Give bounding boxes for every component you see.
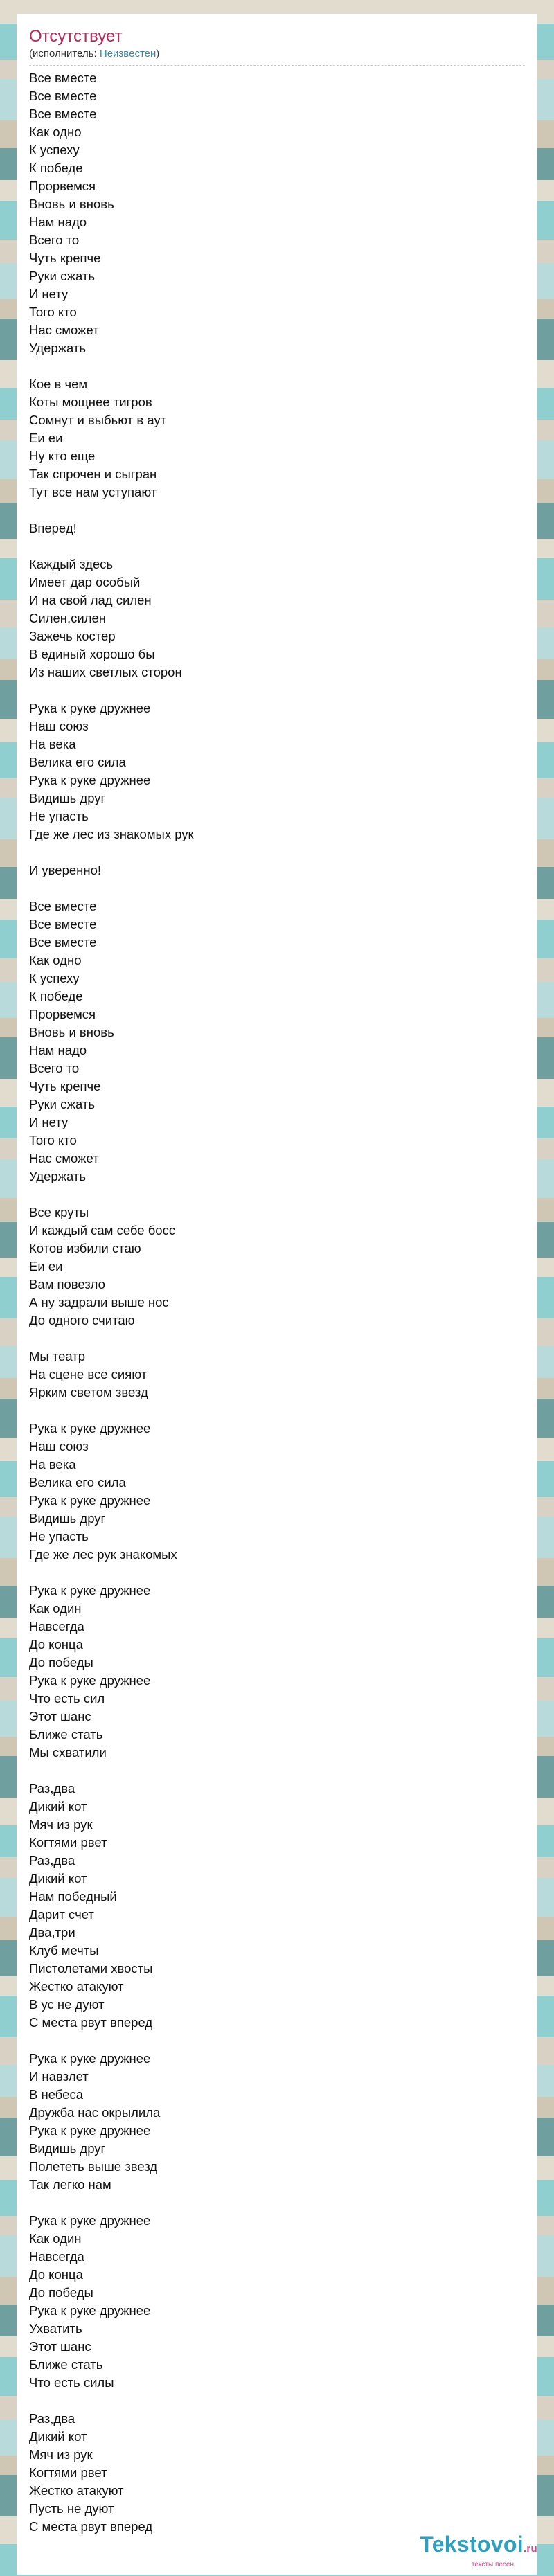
lyric-line: Имеет дар особый <box>29 575 141 589</box>
lyric-line: Жестко атакуют <box>29 1979 124 1994</box>
lyric-line: Рука к руке дружнее <box>29 2303 151 2318</box>
lyric-line: К победе <box>29 161 83 175</box>
lyric-line: Чуть крепче <box>29 251 101 265</box>
lyric-line: Полететь выше звезд <box>29 2159 158 2174</box>
lyric-line: И нету <box>29 1115 69 1129</box>
lyric-line: Прорвемся <box>29 1007 96 1021</box>
lyric-line <box>29 2194 525 2212</box>
lyric-line <box>29 2032 525 2050</box>
lyric-line: С места рвут вперед <box>29 2519 153 2534</box>
lyric-line: Этот шанс <box>29 2339 91 2354</box>
lyric-line: И нету <box>29 287 69 301</box>
lyric-line: Рука к руке дружнее <box>29 773 151 787</box>
lyric-line: Два,три <box>29 1925 75 1940</box>
lyric-line: Руки сжать <box>29 1097 95 1111</box>
lyric-line: Каждый здесь <box>29 557 114 571</box>
lyric-line <box>29 537 525 555</box>
lyric-line: К успеху <box>29 143 80 157</box>
lyric-line <box>29 1330 525 1348</box>
lyric-line: Ухватить <box>29 2321 82 2336</box>
lyric-line: Видишь друг <box>29 791 106 805</box>
lyric-line: Велика его сила <box>29 1475 126 1490</box>
lyric-line: Что есть сил <box>29 1691 105 1706</box>
lyric-line: Как один <box>29 2231 82 2246</box>
lyric-line: В небеса <box>29 2087 83 2102</box>
lyric-line: Дикий кот <box>29 1871 87 1886</box>
lyric-line: Нам победный <box>29 1889 117 1904</box>
lyric-line: На века <box>29 737 76 751</box>
lyric-line: Рука к руке дружнее <box>29 2213 151 2228</box>
lyric-line: Велика его сила <box>29 755 126 769</box>
lyric-line: Удержать <box>29 1169 87 1183</box>
divider <box>29 65 525 66</box>
lyric-line: Того кто <box>29 305 77 319</box>
lyric-line: Видишь друг <box>29 1511 106 1526</box>
lyric-line: Чуть крепче <box>29 1079 101 1093</box>
lyric-line: До конца <box>29 2267 83 2282</box>
lyric-line <box>29 1762 525 1780</box>
lyric-line: К победе <box>29 989 83 1003</box>
lyric-line: Рука к руке дружнее <box>29 2051 151 2066</box>
lyric-line: До конца <box>29 1637 83 1652</box>
lyric-line: Кое в чем <box>29 377 88 391</box>
lyric-line: Вновь и вновь <box>29 197 114 211</box>
lyric-line: Руки сжать <box>29 269 95 283</box>
lyric-line: Пистолетами хвосты <box>29 1961 153 1976</box>
lyric-line: Ближе стать <box>29 1727 103 1742</box>
lyric-line: Мяч из рук <box>29 1817 93 1832</box>
lyric-line: Рука к руке дружнее <box>29 1493 151 1508</box>
lyric-line: На сцене все сияют <box>29 1367 148 1381</box>
lyric-line: В единый хорошо бы <box>29 647 155 661</box>
lyric-line: Рука к руке дружнее <box>29 1583 151 1598</box>
lyric-line: Навсегда <box>29 1619 84 1634</box>
lyric-line: Раз,два <box>29 2411 75 2426</box>
lyric-line: Все вместе <box>29 899 97 913</box>
lyric-line: Дикий кот <box>29 1799 87 1814</box>
lyric-line: Вновь и вновь <box>29 1025 114 1039</box>
lyric-line: Что есть силы <box>29 2375 114 2390</box>
lyric-line: Мы схватили <box>29 1745 107 1760</box>
lyric-line: Не упасть <box>29 1529 89 1544</box>
lyric-line: Наш союз <box>29 1439 89 1454</box>
lyric-line: На века <box>29 1457 76 1472</box>
lyric-line: Видишь друг <box>29 2141 106 2156</box>
lyric-line: Нас сможет <box>29 1151 99 1165</box>
lyric-line: Когтями рвет <box>29 1835 107 1850</box>
logo-tld: .ru <box>523 2543 537 2555</box>
lyric-line: Мы театр <box>29 1349 86 1363</box>
lyric-line <box>29 357 525 375</box>
lyric-line: Жестко атакуют <box>29 2483 124 2498</box>
lyric-line: До победы <box>29 1655 93 1670</box>
lyric-line: Раз,два <box>29 1781 75 1796</box>
lyric-line <box>29 1564 525 1582</box>
lyric-line: Сомнут и выбьют в аут <box>29 413 167 427</box>
lyric-line: Как один <box>29 1601 82 1616</box>
lyric-line: И уверенно! <box>29 863 102 877</box>
lyric-line: Удержать <box>29 341 87 355</box>
artist-line <box>29 47 525 61</box>
lyric-line: Все вместе <box>29 71 97 85</box>
artist-prefix: (исполнитель: <box>29 48 100 60</box>
lyric-line: Ближе стать <box>29 2357 103 2372</box>
lyric-line: Нам надо <box>29 215 87 229</box>
lyric-line: Дружба нас окрылила <box>29 2105 161 2120</box>
lyric-line: Все круты <box>29 1205 89 1219</box>
logo-name: Tekstovoi <box>420 2532 524 2557</box>
lyric-line: Коты мощнее тигров <box>29 395 152 409</box>
lyric-line: Пусть не дуют <box>29 2501 114 2516</box>
lyric-line: Дикий кот <box>29 2429 87 2444</box>
lyric-line: Нам надо <box>29 1043 87 1057</box>
lyric-line: Вперед! <box>29 521 77 535</box>
lyric-line: Из наших светлых сторон <box>29 665 182 679</box>
lyric-line: Тут все нам уступают <box>29 485 157 499</box>
lyric-line: До одного считаю <box>29 1313 135 1327</box>
lyric-line: Вам повезло <box>29 1277 105 1291</box>
lyric-line: Клуб мечты <box>29 1943 99 1958</box>
lyric-line: И каждый сам себе босс <box>29 1223 176 1237</box>
lyric-line: Все вместе <box>29 917 97 931</box>
lyric-line: Все вместе <box>29 89 97 103</box>
lyric-line: И навзлет <box>29 2069 89 2084</box>
lyric-line <box>29 2392 525 2410</box>
lyric-line: Рука к руке дружнее <box>29 701 151 715</box>
lyric-line: Все вместе <box>29 107 97 121</box>
lyric-line: Всего то <box>29 1061 80 1075</box>
lyric-line: Наш союз <box>29 719 89 733</box>
lyric-line: Как одно <box>29 953 82 967</box>
lyric-line: Котов избили стаю <box>29 1241 141 1255</box>
lyric-line: А ну задрали выше нос <box>29 1295 169 1309</box>
lyric-line <box>29 501 525 519</box>
lyric-line <box>29 843 525 861</box>
lyric-line: С места рвут вперед <box>29 2015 153 2030</box>
lyric-line: Рука к руке дружнее <box>29 2123 151 2138</box>
logo-wordmark <box>420 2532 537 2561</box>
lyric-line <box>29 681 525 699</box>
lyric-line: Ярким светом звезд <box>29 1385 148 1399</box>
lyric-line: Рука к руке дружнее <box>29 1673 151 1688</box>
logo-tagline: тексты песен <box>471 2561 514 2568</box>
song-title: Отсутствует <box>29 27 123 46</box>
lyric-line: Где же лес рук знакомых <box>29 1547 177 1562</box>
lyric-line: Где же лес из знакомых рук <box>29 827 194 841</box>
lyrics-text <box>29 69 525 2536</box>
lyric-line: Еи еи <box>29 431 63 445</box>
lyric-line: Этот шанс <box>29 1709 91 1724</box>
lyric-line: И на свой лад силен <box>29 593 152 607</box>
lyric-line: Дарит счет <box>29 1907 94 1922</box>
lyric-line: Ну кто еще <box>29 449 96 463</box>
artist-suffix: ) <box>156 48 160 60</box>
lyric-line: Всего то <box>29 233 80 247</box>
lyric-line: Прорвемся <box>29 179 96 193</box>
lyric-line: Как одно <box>29 125 82 139</box>
lyric-line: До победы <box>29 2285 93 2300</box>
lyric-line: Все вместе <box>29 935 97 949</box>
lyrics-card <box>17 14 537 2575</box>
lyric-line: Когтями рвет <box>29 2465 107 2480</box>
lyric-line: Так легко нам <box>29 2177 111 2192</box>
lyric-line: Мяч из рук <box>29 2447 93 2462</box>
lyric-line: Того кто <box>29 1133 77 1147</box>
lyric-line: Рука к руке дружнее <box>29 1421 151 1435</box>
lyric-line: В ус не дуют <box>29 1997 105 2012</box>
lyric-line: К успеху <box>29 971 80 985</box>
lyric-line <box>29 1402 525 1420</box>
lyric-line: Раз,два <box>29 1853 75 1868</box>
lyric-line <box>29 879 525 897</box>
artist-link[interactable]: Неизвестен <box>99 48 157 60</box>
lyric-line: Навсегда <box>29 2249 84 2264</box>
lyric-line: Зажечь костер <box>29 629 116 643</box>
lyric-line: Нас сможет <box>29 323 99 337</box>
lyric-line: Еи еи <box>29 1259 63 1273</box>
lyric-line: Так спрочен и сыгран <box>29 467 157 481</box>
lyric-line <box>29 1186 525 1204</box>
lyric-line: Силен,силен <box>29 611 107 625</box>
site-logo[interactable] <box>420 2532 537 2569</box>
lyric-line: Не упасть <box>29 809 89 823</box>
